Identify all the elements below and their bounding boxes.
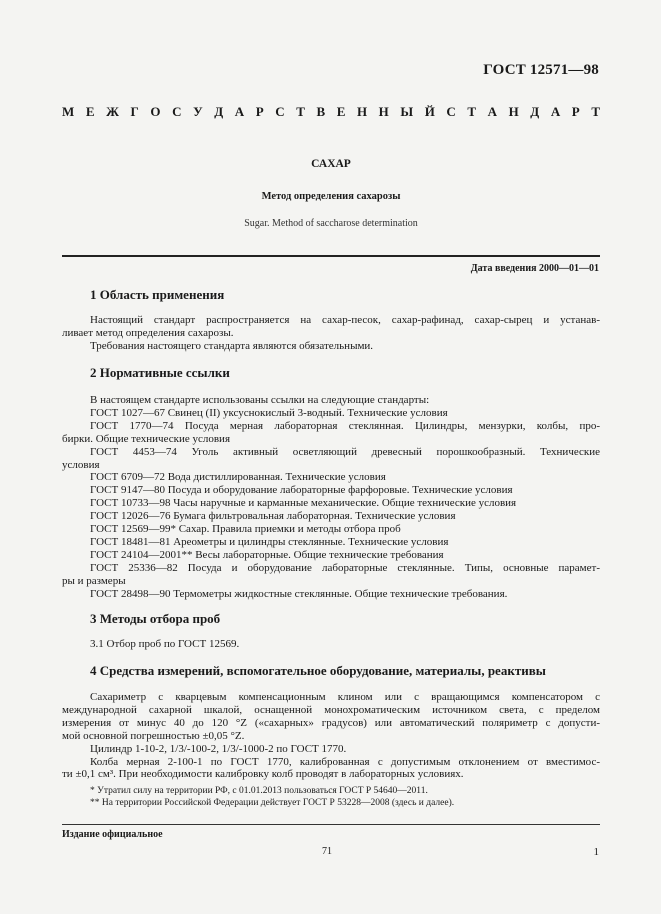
text-line: измерения от минус 40 до 120 °Z («сахарных» градусов) или автоматический поляриметр с допусти- bbox=[62, 716, 600, 729]
text-line: Колба мерная 2-100-1 по ГОСТ 1770, калиброванная с допустимым отклонением от вместимос- bbox=[90, 755, 600, 768]
heading-letter: Р bbox=[571, 104, 580, 119]
heading-letter: А bbox=[234, 104, 245, 119]
header-divider bbox=[62, 255, 600, 257]
reference-item: ГОСТ 1770—74 Посуда мерная лабораторная стеклянная. Цилиндры, мензурки, колбы, про- bbox=[90, 419, 600, 432]
text-line: Требования настоящего стандарта являются обязательными. bbox=[90, 340, 374, 352]
reference-item: ГОСТ 18481—81 Ареометры и цилиндры стеклянные. Технические условия bbox=[90, 535, 449, 548]
heading-letter: Т bbox=[296, 104, 305, 119]
document-subtitle: Метод определения сахарозы bbox=[261, 191, 401, 202]
reference-item: ГОСТ 1027—67 Свинец (II) уксуснокислый 3-водный. Технические условия bbox=[90, 406, 448, 419]
footer-divider bbox=[62, 824, 600, 825]
reference-item: ГОСТ 4453—74 Уголь активный осветляющий древесный порошкообразный. Технические bbox=[90, 445, 600, 458]
heading-letter: Т bbox=[467, 104, 477, 119]
edition-label: Издание официальное bbox=[62, 829, 163, 840]
heading-letter: Д bbox=[214, 104, 224, 119]
heading-letter: Н bbox=[356, 104, 368, 119]
heading-letter: Р bbox=[255, 104, 264, 119]
text-line: В настоящем стандарте использованы ссылки на следующие стандарты: bbox=[90, 394, 430, 406]
reference-item: ГОСТ 12026—76 Бумага фильтровальная лабораторная. Технические условия bbox=[90, 510, 456, 523]
heading-letter: С bbox=[275, 104, 285, 119]
heading-letter: Н bbox=[508, 104, 519, 119]
text-line: ливает метод определения сахарозы. bbox=[62, 327, 234, 339]
normative-references-list bbox=[62, 394, 600, 601]
heading-letter: В bbox=[316, 104, 326, 119]
footnote: * Утратил силу на территории РФ, с 01.01.2013 пользоваться ГОСТ Р 54640—2011. bbox=[90, 786, 428, 796]
heading-letter: Н bbox=[378, 104, 389, 119]
reference-item: ГОСТ 6709—72 Вода дистиллированная. Технические условия bbox=[90, 471, 386, 484]
heading-letter: М bbox=[62, 104, 75, 119]
text-line: Настоящий стандарт распространяется на сахар-песок, сахар-рафинад, сахар-сырец и устанав- bbox=[90, 314, 600, 326]
reference-item: ГОСТ 28498—90 Термометры жидкостные стеклянные. Общие технические требования. bbox=[90, 587, 508, 600]
section-2-heading: 2 Нормативные ссылки bbox=[90, 365, 230, 380]
text-line: мой основной погрешностью ±0,05 °Z. bbox=[62, 729, 245, 742]
text-line: ти ±0,1 см³. При необходимости калибровку колб проводят в лабораторных условиях. bbox=[62, 768, 464, 781]
reference-item-cont: условия bbox=[62, 458, 100, 471]
heading-letter: Е bbox=[85, 104, 95, 119]
heading-letter: А bbox=[487, 104, 498, 119]
reference-item: ГОСТ 12569—99* Сахар. Правила приемки и методы отбора проб bbox=[90, 523, 401, 536]
heading-letter: С bbox=[446, 104, 456, 119]
reference-item-cont: бирки. Общие технические условия bbox=[62, 432, 231, 445]
reference-item: ГОСТ 25336—82 Посуда и оборудование лабораторные стеклянные. Типы, основные парамет- bbox=[90, 561, 600, 574]
footnotes bbox=[62, 786, 600, 809]
section-3-heading: 3 Методы отбора проб bbox=[90, 611, 221, 626]
text-line: международной сахарной шкалой, оснащенной монохроматическим источником света, с пределом bbox=[62, 703, 600, 716]
section-1-heading: 1 Область применения bbox=[90, 287, 225, 302]
text-line: 3.1 Отбор проб по ГОСТ 12569. bbox=[90, 638, 240, 650]
heading-letter: Т bbox=[591, 104, 600, 119]
section-1-body bbox=[62, 314, 600, 353]
heading-letter: С bbox=[172, 104, 182, 119]
heading-letter: У bbox=[193, 104, 203, 119]
sheet-number: 1 bbox=[593, 846, 599, 858]
text-line: Цилиндр 1-10-2, 1/3/-100-2, 1/3/-1000-2 по ГОСТ 1770. bbox=[90, 742, 347, 755]
heading-letter: Ы bbox=[400, 104, 414, 119]
reference-item: ГОСТ 24104—2001** Весы лабораторные. Общие технические требования bbox=[90, 548, 444, 561]
intro-date: Дата введения 2000—01—01 bbox=[470, 263, 599, 274]
text-line: Сахариметр с кварцевым компенсационным клином или с вращающимся компенсатором с bbox=[90, 691, 600, 703]
heading-letter: О bbox=[150, 104, 161, 119]
heading-letter: А bbox=[550, 104, 561, 119]
reference-item-cont: ры и размеры bbox=[62, 574, 126, 587]
footnote: ** На территории Российской Федерации действует ГОСТ Р 53228—2008 (здесь и далее). bbox=[90, 797, 455, 808]
reference-item: ГОСТ 9147—80 Посуда и оборудование лабораторные фарфоровые. Технические условия bbox=[90, 484, 513, 497]
heading-letter: Д bbox=[530, 104, 540, 119]
heading-letter: Й bbox=[424, 104, 435, 119]
heading-letter: Е bbox=[336, 104, 346, 119]
page-number: 71 bbox=[322, 846, 332, 857]
section-3-body bbox=[62, 638, 600, 651]
heading-letter: Ж bbox=[106, 104, 119, 119]
english-title: Sugar. Method of saccharose determination bbox=[244, 218, 418, 229]
section-4-body bbox=[62, 691, 600, 781]
reference-item: ГОСТ 10733—98 Часы наручные и карманные механические. Общие технические условия bbox=[90, 497, 517, 510]
interstate-standard-heading bbox=[62, 104, 600, 120]
gost-code: ГОСТ 12571—98 bbox=[483, 62, 599, 78]
section-4-heading: 4 Средства измерений, вспомогательное оборудование, материалы, реактивы bbox=[90, 663, 546, 678]
heading-letter: Г bbox=[130, 104, 139, 119]
document-title: САХАР bbox=[311, 158, 351, 170]
